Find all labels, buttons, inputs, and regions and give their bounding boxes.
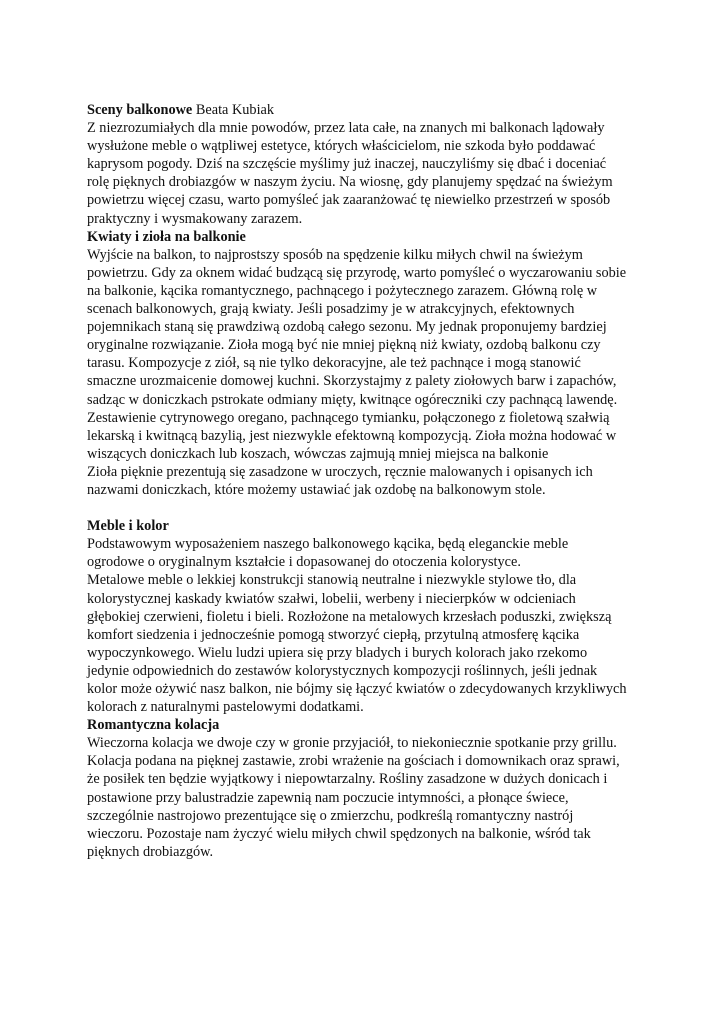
text-line: Wyjście na balkon, to najprostszy sposób na spędzenie kilku miłych chwil na świeżym [87,246,583,263]
text-line: wiszących doniczkach lub koszach, wówczas zajmują mniej miejsca na balkonie [87,445,549,462]
section-paragraph [87,734,687,861]
text-line: praktyczny i wysmakowany zarazem. [87,210,303,227]
text-line: jedynie odpowiednich do zestawów kolorystycznych kompozycji roślinnych, jeśli jednak [87,662,598,679]
text-line: Zioła pięknie prezentują się zasadzone w uroczych, ręcznie malowanych i opisanych ich [87,463,593,480]
text-line: tarasu. Kompozycje z ziół, są nie tylko dekoracyjne, ale też pachnące i mogą stanowić [87,355,581,372]
text-line: oryginalne rozwiązanie. Zioła mogą być nie mniej piękną niż kwiaty, ozdobą balkonu czy [87,337,601,354]
text-line: Kolacja podana na pięknej zastawie, zrobi wrażenie na gościach i domownikach oraz sprawi, [87,753,620,770]
intro-paragraph [87,119,687,228]
paragraph-spacer [87,499,687,517]
document-author: Beata Kubiak [192,102,275,118]
text-line: szczególnie nastrojowo prezentujące się o zmierzchu, podkreślą romantyczny nastrój [87,807,574,824]
text-line: sadząc w doniczkach pstrokate odmiany mięty, kwitnące ogóreczniki czy pachnącą lawendę. [87,391,618,408]
text-line: kolorystycznej kaskady kwiatów szałwi, lobelii, werbeny i niecierpków w odcieniach [87,590,576,607]
text-line: głębokiej czerwieni, fioletu i bieli. Rozłożone na metalowych krzesłach poduszki, zwiększą [87,608,612,625]
text-line: kolorach z naturalnymi pastelowymi dodatkami. [87,699,364,716]
text-line: Wieczorna kolacja we dwoje czy w gronie przyjaciół, to niekoniecznie spotkanie przy grillu. [87,735,617,752]
text-line: kaprysom pogody. Dziś na szczęście myślimy już inaczej, nauczyliśmy się dbać i doceniać [87,156,607,173]
section-heading: Kwiaty i zioła na balkonie [87,228,246,245]
text-line: scenach balkonowych, grają kwiaty. Jeśli posadzimy je w atrakcyjnych, efektownych [87,301,575,318]
text-line: nazwami doniczkach, które możemy ustawiać jak ozdobę na balkonowym stole. [87,481,546,498]
document-page [87,101,687,861]
text-line: że posiłek ten będzie wyjątkowy i niepowtarzalny. Rośliny zasadzone w dużych donicach i [87,771,608,788]
text-line: kolor może ożywić nasz balkon, nie bójmy się łączyć kwiatów o zdecydowanych krzykliwych [87,681,627,697]
text-line: wypoczynkowego. Wielu ludzi upiera się przy bladych i burych kolorach jako rzekomo [87,644,588,661]
document-title-line [87,101,687,119]
text-line: Metalowe meble o lekkiej konstrukcji stanowią neutralne i niezwykle stylowe tło, dla [87,572,577,589]
section-paragraph [87,535,687,716]
text-line: Podstawowym wyposażeniem naszego balkonowego kącika, będą eleganckie meble [87,536,569,553]
text-line: pięknych drobiazgów. [87,843,214,860]
section-heading: Meble i kolor [87,518,169,535]
text-line: wysłużone meble o wątpliwej estetyce, których właścicielom, nie szkoda było poddawać [87,138,596,155]
text-line: powietrzu. Gdy za oknem widać budzącą się przyrodę, warto pomyśleć o wyczarowaniu sobie [87,264,627,281]
text-line: lekarską i kwitnącą bazylią, jest niezwykle efektowną kompozycją. Zioła można hodować w [87,427,617,444]
text-line: wieczoru. Pozostaje nam życzyć wielu miłych chwil spędzonych na balkonie, wśród tak [87,825,591,842]
text-line: Zestawienie cytrynowego oregano, pachnącego tymianku, połączonego z fioletową szałwią [87,409,610,426]
text-line: pojemnikach staną się prawdziwą ozdobą całego sezonu. My jednak proponujemy bardziej [87,319,607,336]
text-line: Z niezrozumiałych dla mnie powodów, przez lata całe, na znanych mi balkonach lądowały [87,120,605,137]
section-heading: Romantyczna kolacja [87,717,220,734]
text-line: postawione przy balustradzie zapewnią nam poczucie intymności, a płonące świece, [87,789,569,806]
text-line: powietrzu więcej czasu, warto pomyśleć jak zaaranżować tę niewielko przestrzeń w sposób [87,192,611,209]
text-line: na balkonie, kącika romantycznego, pachnącego i pożytecznego zarazem. Główną rolę w [87,282,598,299]
text-line: ogrodowe o oryginalnym kształcie i dopasowanej do otoczenia kolorystyce. [87,554,521,571]
section-paragraph [87,246,687,499]
text-line: komfort siedzenia i jednocześnie pomogą stworzyć ciepłą, przytulną atmosferę kącika [87,626,580,643]
text-line: smaczne urozmaicenie domowej kuchni. Skorzystajmy z palety ziołowych barw i zapachów, [87,373,617,390]
document-title: Sceny balkonowe [87,102,193,118]
text-line: rolę pięknych drobiazgów w naszym życiu. Na wiosnę, gdy planujemy spędzać na świeżym [87,174,613,191]
